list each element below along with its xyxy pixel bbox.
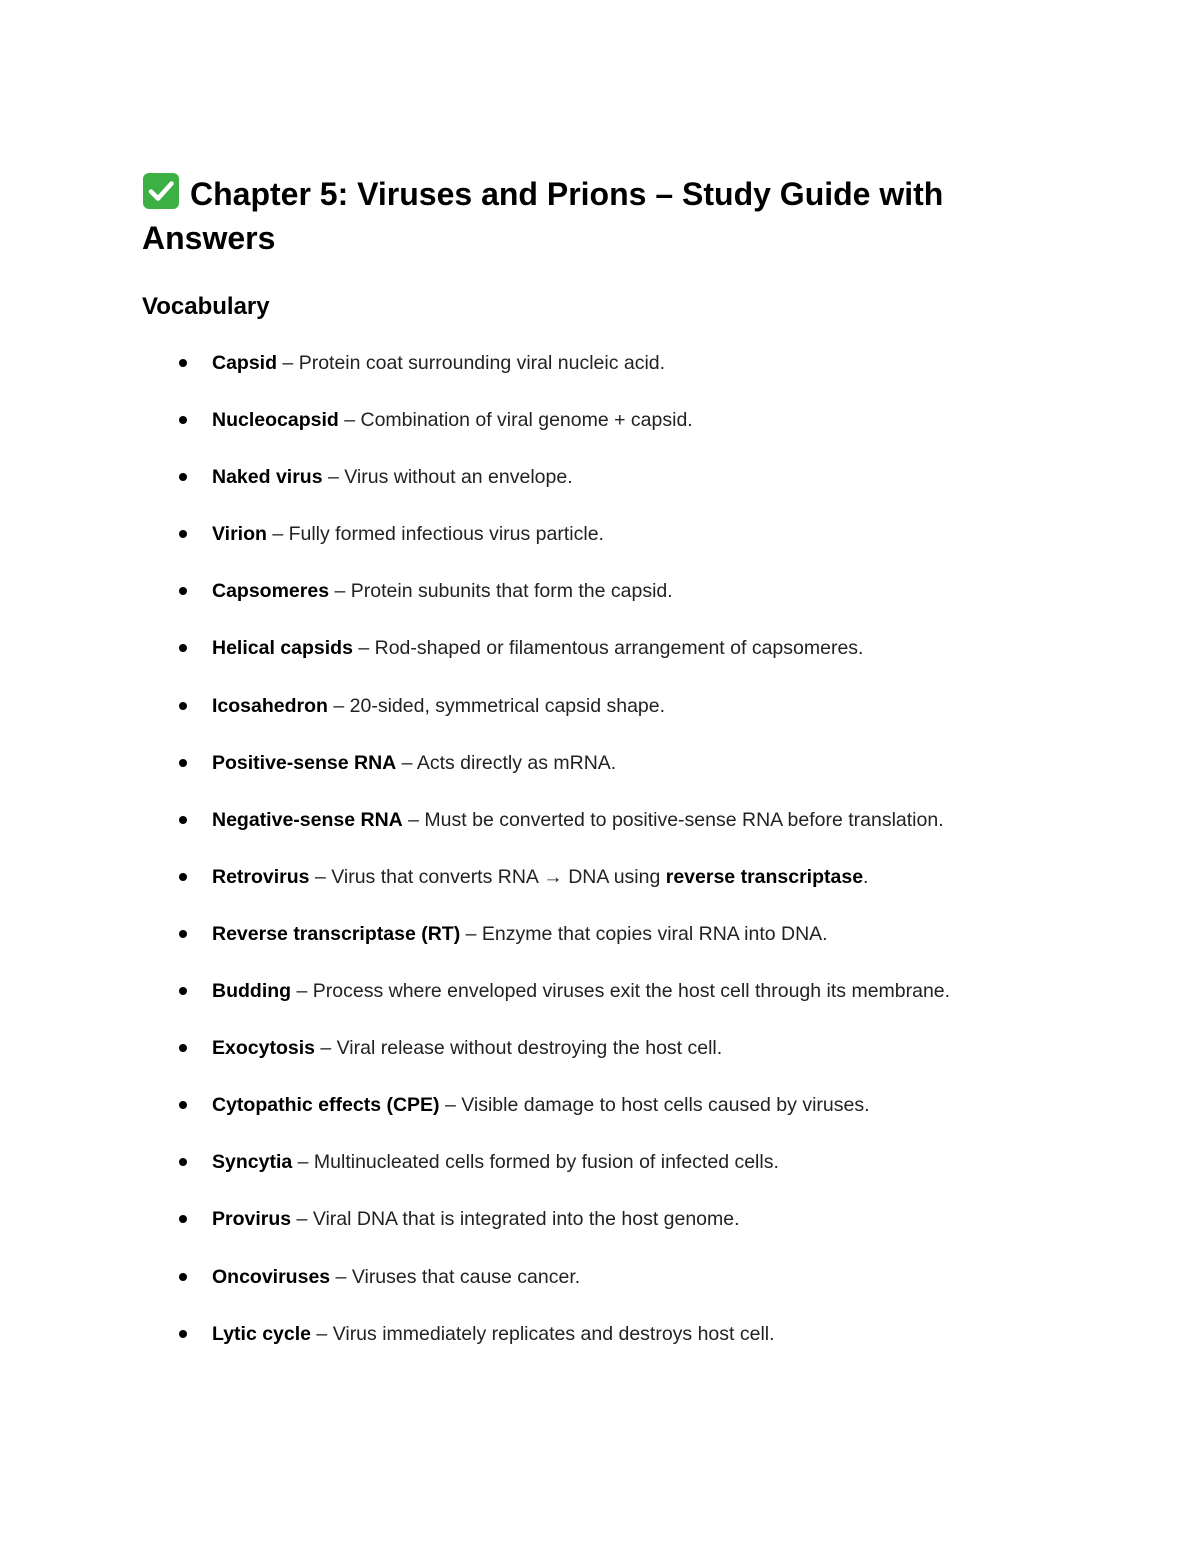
vocab-entry [212, 1201, 740, 1237]
vocab-entry [212, 1259, 580, 1295]
vocab-separator: – [309, 865, 332, 888]
vocab-term: Retrovirus [212, 865, 310, 888]
vocab-entry [212, 688, 665, 724]
vocab-definition: 20-sided, symmetrical capsid shape. [349, 694, 666, 717]
vocab-definition: Viral release without destroying the host cell. [336, 1037, 723, 1060]
vocab-separator: – [322, 466, 345, 489]
bullet-icon [179, 816, 187, 824]
vocab-separator: – [266, 523, 289, 546]
vocab-term: Budding [212, 980, 292, 1003]
vocab-separator: – [439, 1094, 462, 1117]
vocab-entry [212, 459, 573, 495]
vocabulary-list [0, 345, 1200, 1373]
bullet-icon [179, 1273, 187, 1281]
bullet-icon [179, 873, 187, 881]
bullet-icon [179, 530, 187, 538]
vocab-emphasis: reverse transcriptase [665, 865, 864, 888]
vocab-definition: Enzyme that copies viral RNA into DNA. [481, 922, 828, 945]
list-item [0, 1259, 1200, 1316]
vocab-definition: Multinucleated cells formed by fusion of infected cells. [313, 1151, 779, 1174]
vocab-definition: Acts directly as mRNA. [416, 751, 617, 774]
vocab-definition: Protein subunits that form the capsid. [350, 580, 673, 603]
vocab-term: Nucleocapsid [212, 409, 339, 432]
vocab-term: Lytic cycle [212, 1322, 312, 1345]
vocab-separator: – [327, 694, 350, 717]
vocab-definition: Virus that converts RNA → DNA using [331, 865, 666, 888]
vocab-entry [212, 345, 665, 381]
page-title [142, 172, 1042, 260]
vocab-entry [212, 573, 673, 609]
list-item [0, 745, 1200, 802]
vocab-term: Naked virus [212, 466, 323, 489]
list-item [0, 1201, 1200, 1258]
vocab-definition: Viruses that cause cancer. [351, 1265, 581, 1288]
list-item [0, 688, 1200, 745]
vocab-term: Oncoviruses [212, 1265, 331, 1288]
vocab-entry [212, 1030, 722, 1066]
vocab-separator: – [460, 922, 482, 945]
bullet-icon [179, 473, 187, 481]
vocab-separator: – [311, 1322, 333, 1345]
vocab-separator: – [396, 751, 417, 774]
list-item [0, 859, 1200, 916]
vocab-entry [212, 1144, 779, 1180]
vocab-term: Helical capsids [212, 637, 353, 660]
vocab-definition: Virus immediately replicates and destroys host cell. [332, 1322, 775, 1345]
vocab-definition: Must be converted to positive-sense RNA before translation. [424, 808, 944, 831]
vocab-separator: – [292, 1151, 314, 1174]
list-item [0, 402, 1200, 459]
bullet-icon [179, 1158, 187, 1166]
vocab-definition: Virus without an envelope. [344, 466, 573, 489]
vocab-separator: – [338, 409, 361, 432]
vocab-definition: Viral DNA that is integrated into the host genome. [312, 1208, 740, 1231]
vocab-entry [212, 1316, 775, 1352]
vocab-separator: – [314, 1037, 337, 1060]
vocab-entry [212, 630, 863, 666]
vocab-separator: – [402, 808, 425, 831]
vocab-definition-end: . [863, 865, 869, 888]
list-item [0, 345, 1200, 402]
bullet-icon [179, 644, 187, 652]
list-item [0, 916, 1200, 973]
vocab-separator: – [291, 980, 313, 1003]
vocab-entry [212, 802, 944, 838]
vocab-term: Syncytia [212, 1151, 293, 1174]
vocab-definition: Visible damage to host cells caused by viruses. [461, 1094, 870, 1117]
bullet-icon [179, 359, 187, 367]
vocab-definition: Fully formed infectious virus particle. [288, 523, 604, 546]
vocab-term: Virion [212, 523, 267, 546]
vocab-definition: Protein coat surrounding viral nucleic acid. [298, 352, 666, 374]
vocabulary-heading: Vocabulary [142, 293, 270, 320]
vocab-term: Exocytosis [212, 1037, 315, 1060]
bullet-icon [179, 416, 187, 424]
vocab-term: Icosahedron [212, 694, 328, 717]
list-item [0, 1144, 1200, 1201]
vocab-separator: – [330, 1265, 352, 1288]
bullet-icon [179, 1330, 187, 1338]
vocab-entry [212, 516, 604, 552]
bullet-icon [179, 1044, 187, 1052]
bullet-icon [179, 1101, 187, 1109]
list-item [0, 459, 1200, 516]
bullet-icon [179, 930, 187, 938]
vocab-term: Capsomeres [212, 580, 330, 603]
check-mark-button-icon [142, 172, 180, 210]
list-item [0, 802, 1200, 859]
list-item [0, 1030, 1200, 1087]
bullet-icon [179, 587, 187, 595]
vocab-separator: – [352, 637, 375, 660]
vocab-term: Positive-sense RNA [212, 751, 397, 774]
vocab-entry [212, 916, 828, 952]
vocab-entry [212, 402, 693, 438]
list-item [0, 630, 1200, 687]
vocab-term: Provirus [212, 1208, 292, 1231]
vocab-term: Capsid [212, 352, 278, 374]
vocab-entry [212, 973, 950, 1009]
vocab-separator: – [277, 352, 299, 374]
vocab-definition: Combination of viral genome + capsid. [360, 409, 693, 432]
vocab-definition: Rod-shaped or filamentous arrangement of capsomeres. [374, 637, 864, 660]
vocab-term: Negative-sense RNA [212, 808, 403, 831]
vocab-entry [212, 859, 868, 895]
bullet-icon [179, 987, 187, 995]
list-item [0, 973, 1200, 1030]
list-item [0, 1316, 1200, 1373]
list-item [0, 573, 1200, 630]
vocab-term: Reverse transcriptase (RT) [212, 922, 461, 945]
list-item [0, 516, 1200, 573]
bullet-icon [179, 759, 187, 767]
bullet-icon [179, 702, 187, 710]
list-item [0, 1087, 1200, 1144]
bullet-icon [179, 1215, 187, 1223]
vocab-entry [212, 1087, 870, 1123]
page-title-text: Chapter 5: Viruses and Prions – Study Guide with Answers [142, 176, 944, 256]
vocab-separator: – [329, 580, 351, 603]
vocab-separator: – [291, 1208, 313, 1231]
vocab-term: Cytopathic effects (CPE) [212, 1094, 440, 1117]
vocab-entry [212, 745, 616, 781]
vocab-definition: Process where enveloped viruses exit the host cell through its membrane. [312, 980, 951, 1003]
